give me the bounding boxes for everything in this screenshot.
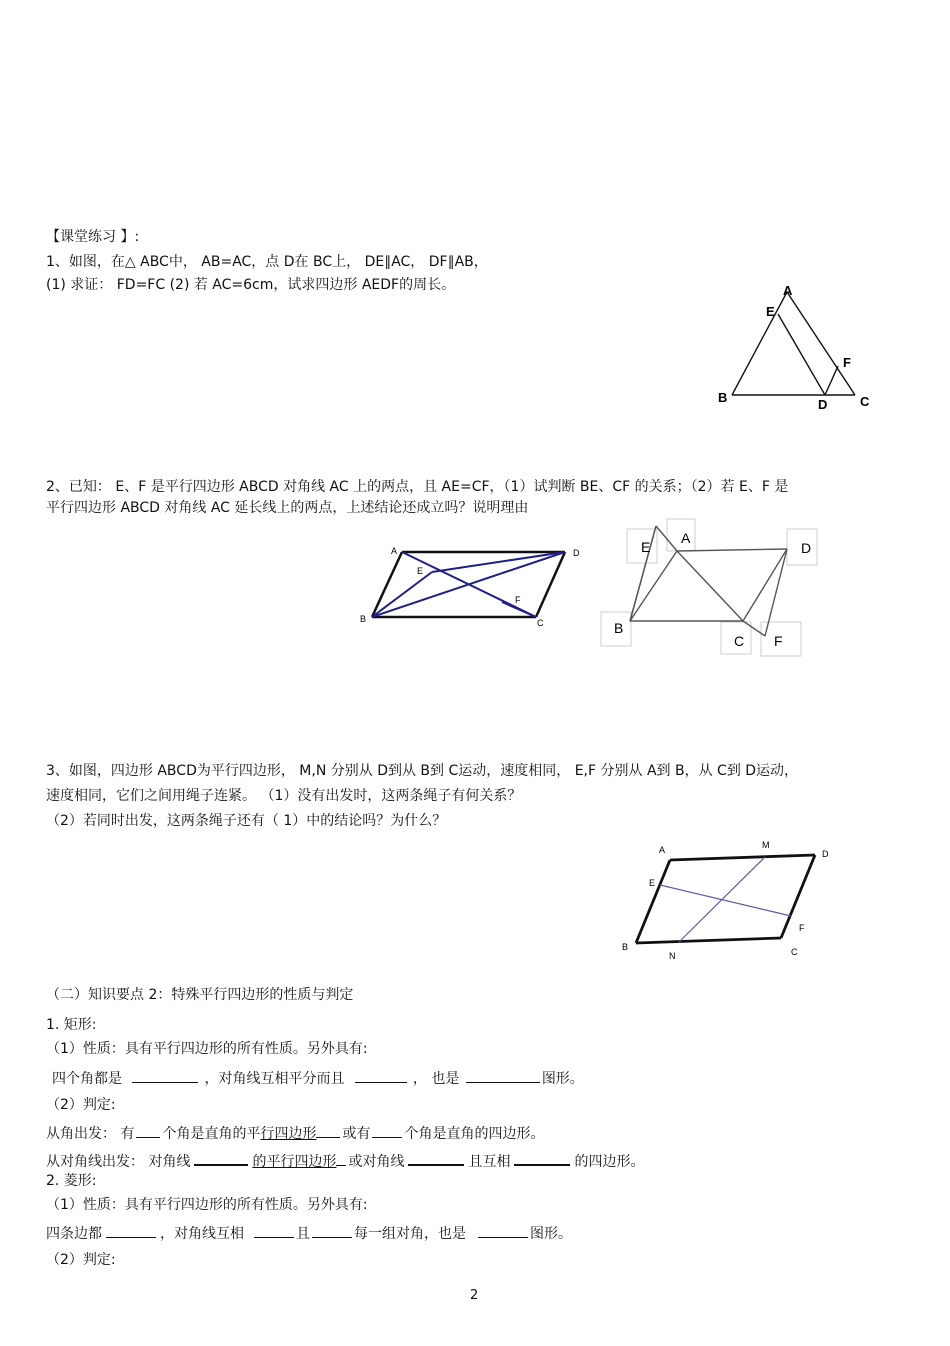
rect-judge-diag-d: 的四边形。: [574, 1154, 645, 1170]
q2f1-label-d: D: [573, 548, 580, 558]
rhombus-prop-line: [46, 1223, 572, 1243]
rect-prop-title: （1）性质：具有平行四边形的所有性质。另外具有:: [46, 1041, 368, 1057]
q3-line3: （2）若同时出发，这两条绳子还有（ 1）中的结论吗？为什么？: [46, 813, 447, 829]
blank[interactable]: [336, 1151, 346, 1166]
q1-segment-ed: [778, 314, 825, 395]
q1-segment-df: [825, 366, 838, 395]
rect-judge-diag-a: 从对角线出发： 对角线: [46, 1154, 191, 1170]
q2f2-label-b: B: [614, 620, 624, 636]
blank[interactable]: [372, 1123, 402, 1138]
q1-label-c: C: [860, 394, 870, 409]
blank[interactable]: [254, 1223, 294, 1238]
page-number: 2: [470, 1288, 479, 1303]
rect-prop-c: ， 也是: [412, 1071, 460, 1087]
q2-line1: 2、已知： E、F 是平行四边形 ABCD 对角线 AC 上的两点，且 AE=CF，（1）试判断 BE、CF 的关系；（2）若 E、F 是: [46, 479, 789, 495]
part2-heading: （二）知识要点 2：特殊平行四边形的性质与判定: [46, 987, 354, 1003]
rect-judge-angle-u: 行四边形: [260, 1126, 317, 1142]
q2f1-label-f: F: [515, 595, 521, 605]
q1-label-e: E: [766, 304, 775, 319]
q3-label-f: F: [799, 923, 805, 933]
blank[interactable]: [106, 1223, 156, 1238]
q2-figure-2: [600, 518, 825, 658]
rhombus-prop-c: 且: [296, 1226, 310, 1242]
q1-label-a: A: [783, 283, 793, 298]
blank[interactable]: [194, 1150, 248, 1166]
rect-prop-a: 四个角都是: [52, 1071, 122, 1087]
rhombus-prop-b: ，对角线互相: [160, 1226, 244, 1242]
rect-prop-b: ，对角线互相平分而且: [204, 1071, 345, 1087]
blank[interactable]: [312, 1223, 352, 1238]
rect-judge-angle-c: 或有: [342, 1126, 371, 1142]
q2f1-label-b: B: [360, 614, 367, 624]
q3-label-b: B: [622, 942, 629, 952]
rect-judge-angle-d: 个角是直角的四边形。: [404, 1126, 545, 1142]
q1-segment-ba: [732, 292, 787, 395]
q3-label-e: E: [649, 878, 656, 888]
q1-label-b: B: [718, 390, 728, 405]
q1-line2: (1) 求证： FD=FC (2) 若 AC=6cm，试求四边形 AEDF的周长。: [46, 277, 456, 293]
q2f1-label-e: E: [417, 566, 424, 576]
q3-label-m: M: [762, 840, 770, 850]
q3-label-n: N: [669, 951, 676, 961]
q2f2-label-a: A: [681, 530, 691, 546]
q3-label-c: C: [791, 947, 798, 957]
q3-line1: 3、如图，四边形 ABCD为平行四边形， M,N 分别从 D到从 B到 C运动，速度相同， E,F 分别从 A到 B，从 C到 D运动，: [46, 763, 799, 779]
blank[interactable]: [478, 1223, 528, 1238]
q2f1-label-a: A: [391, 546, 398, 556]
q2f2-label-f: F: [774, 633, 783, 649]
q1-line1: 1、如图，在△ ABC中， AB=AC，点 D在 BC上， DE∥AC， DF∥AB，: [46, 254, 488, 270]
rect-judge-angle-line: [46, 1123, 544, 1143]
q2f1-label-c: C: [537, 618, 544, 628]
rhombus-judge-title: （2）判定:: [46, 1252, 116, 1268]
rhombus-prop-d: 每一组对角，也是: [354, 1226, 466, 1242]
section-header: 【课堂练习 】:: [46, 229, 140, 245]
q3-label-a: A: [659, 845, 666, 855]
q2f2-label-e: E: [641, 539, 651, 555]
q2f2-label-c: C: [734, 633, 745, 649]
blank[interactable]: [466, 1068, 540, 1083]
q2-line2: 平行四边形 ABCD 对角线 AC 延长线上的两点，上述结论还成立吗？说明理由: [46, 500, 529, 516]
blank[interactable]: [355, 1068, 407, 1083]
blank[interactable]: [316, 1123, 340, 1138]
rect-judge-angle-b: 个角是直角的平: [162, 1126, 261, 1142]
q2-figure-1: [355, 540, 590, 635]
rect-title: 1. 矩形:: [46, 1017, 97, 1033]
q1-segment-ac: [787, 292, 855, 395]
q1-triangle-figure: [715, 282, 880, 412]
rect-judge-diag-c: 且互相: [468, 1154, 511, 1170]
q3-line2: 速度相同，它们之间用绳子连紧。 （1）没有出发时，这两条绳子有何关系？: [46, 788, 522, 804]
rhombus-prop-a: 四条边都: [46, 1226, 102, 1242]
q1-label-d: D: [818, 397, 828, 412]
rect-prop-line: [52, 1068, 584, 1088]
blank[interactable]: [136, 1123, 160, 1138]
rect-judge-diag-b: 或对角线: [348, 1154, 405, 1170]
q1-label-f: F: [843, 355, 851, 370]
blank[interactable]: [408, 1150, 464, 1166]
rect-judge-diag-line: [46, 1150, 644, 1171]
rect-judge-angle-a: 从角出发： 有: [46, 1126, 135, 1142]
q3-label-d: D: [822, 849, 829, 859]
blank[interactable]: [132, 1068, 198, 1083]
rhombus-title: 2. 菱形:: [46, 1173, 97, 1189]
q2f2-label-d: D: [801, 540, 812, 556]
q3-figure: [615, 838, 840, 963]
blank[interactable]: [514, 1150, 570, 1166]
rect-prop-d: 图形。: [541, 1071, 584, 1087]
rhombus-prop-title: （1）性质：具有平行四边形的所有性质。另外具有:: [46, 1197, 368, 1213]
rect-judge-diag-u: 的平行四边形: [252, 1154, 337, 1170]
rhombus-prop-e: 图形。: [530, 1226, 572, 1242]
rect-judge-title: （2）判定:: [46, 1097, 116, 1113]
